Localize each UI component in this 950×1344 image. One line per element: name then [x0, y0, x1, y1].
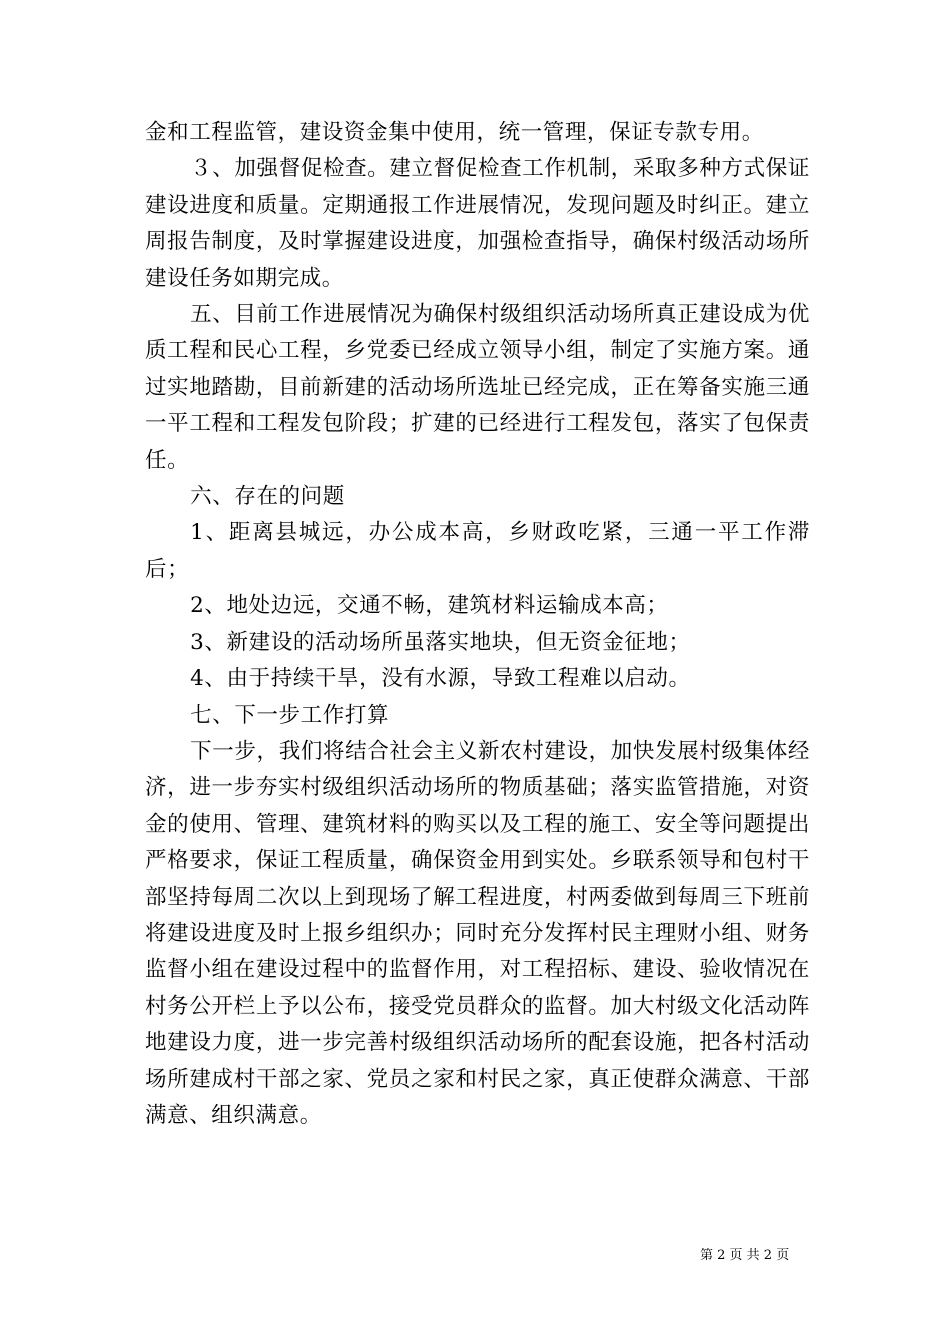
paragraph-2: ３、加强督促检查。建立督促检查工作机制，采取多种方式保证建设进度和质量。定期通报工作进展情况，发现问题及时纠正。建立周报告制度，及时掌握建设进度，加强检查指导，确保村级活动场所建设任务如期完成。 — [145, 156, 810, 291]
problem-item-1: 1、距离县城远，办公成本高，乡财政吃紧，三通一平工作滞后； — [145, 520, 810, 582]
paragraph-next-steps: 下一步，我们将结合社会主义新农村建设，加快发展村级集体经济，进一步夯实村级组织活动场所的物质基础；落实监管措施，对资金的使用、管理、建筑材料的购买以及工程的施工、安全等问题提出严格要求，保证工程质量，确保资金用到实处。乡联系领导和包村干部坚持每周二次以上到现场了解工程进度，村两委做到每周三下班前将建设进度及时上报乡组织办；同时充分发挥村民主理财小组、财务监督小组在建设过程中的监督作用，对工程招标、建设、验收情况在村务公开栏上予以公布，接受党员群众的监督。加大村级文化活动阵地建设力度，进一步完善村级组织活动场所的配套设施，把各村活动场所建成村干部之家、党员之家和村民之家，真正使群众满意、干部满意、组织满意。 — [145, 738, 810, 1128]
problem-item-2: 2、地处边远，交通不畅，建筑材料运输成本高； — [190, 593, 669, 619]
paragraph-3: 五、目前工作进展情况为确保村级组织活动场所真正建设成为优质工程和民心工程，乡党委已经成立领导小组，制定了实施方案。通过实地踏勘，目前新建的活动场所选址已经完成，正在筹备实施三通一平工程和工程发包阶段；扩建的已经进行工程发包，落实了包保责任。 — [145, 302, 810, 473]
section-heading-problems: 六、存在的问题 — [190, 484, 345, 510]
problem-item-3: 3、新建设的活动场所虽落实地块，但无资金征地； — [190, 629, 691, 655]
problem-item-4: 4、由于持续干旱，没有水源，导致工程难以启动。 — [190, 666, 691, 692]
section-heading-next-steps: 七、下一步工作打算 — [190, 702, 390, 728]
paragraph-1: 金和工程监管，建设资金集中使用，统一管理，保证专款专用。 — [145, 120, 764, 145]
page-number: 第 2 页 共 2 页 — [700, 1248, 790, 1263]
body-text — [145, 115, 810, 1134]
